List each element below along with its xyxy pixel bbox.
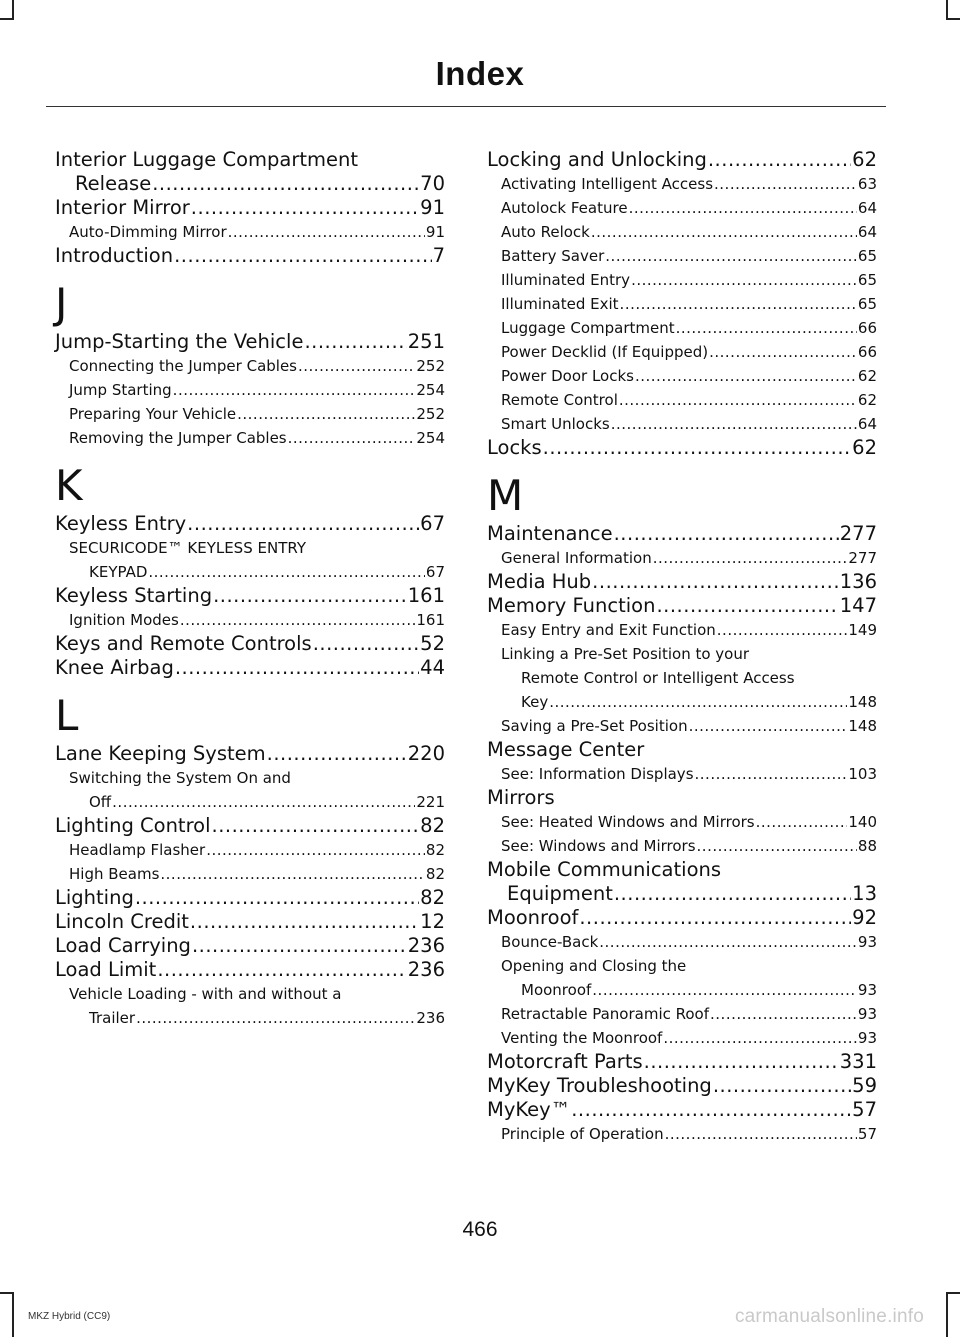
entry-label: Battery Saver	[501, 247, 605, 265]
entry-label: See: Heated Windows and Mirrors	[501, 813, 755, 831]
entry-page: 147	[839, 594, 877, 617]
dot-leader	[620, 292, 857, 316]
index-entry[interactable]	[487, 570, 877, 594]
dot-leader	[187, 512, 419, 536]
index-entry[interactable]	[487, 244, 877, 268]
entry-label: Activating Intelligent Access	[501, 175, 714, 193]
index-entry[interactable]	[487, 762, 877, 786]
dot-leader	[713, 1074, 851, 1098]
entry-label: Easy Entry and Exit Function	[501, 621, 716, 639]
footer-model: MKZ Hybrid (CC9)	[28, 1311, 111, 1322]
entry-label: Equipment	[507, 882, 613, 905]
entry-label: Lighting Control	[55, 814, 211, 837]
index-entry[interactable]	[487, 388, 877, 412]
entry-page: 13	[852, 882, 877, 905]
entry-label: Power Door Locks	[501, 367, 634, 385]
entry-label: Ignition Modes	[69, 611, 179, 629]
crop-mark	[12, 1292, 14, 1337]
entry-label: Trailer	[89, 1009, 136, 1027]
entry-page: 254	[416, 429, 445, 447]
crop-mark	[0, 18, 14, 20]
dot-leader	[619, 388, 857, 412]
entry-page: 277	[839, 522, 877, 545]
entry-page: 236	[416, 1009, 445, 1027]
index-entry[interactable]	[487, 810, 877, 834]
dot-leader	[631, 268, 857, 292]
index-column-right	[487, 148, 877, 1146]
entry-label-line: Interior Luggage Compartment	[55, 148, 359, 171]
section-letter: J	[55, 279, 68, 328]
entry-label: MyKey™	[487, 1098, 571, 1121]
dot-leader	[644, 1050, 839, 1074]
dot-leader	[112, 790, 415, 814]
dot-leader	[656, 594, 838, 618]
entry-page: 221	[416, 793, 445, 811]
index-entry[interactable]	[487, 882, 877, 906]
entry-label: Illuminated Exit	[501, 295, 619, 313]
dot-leader	[663, 1026, 857, 1050]
index-entry[interactable]	[487, 268, 877, 292]
entry-page: 82	[425, 865, 445, 883]
index-entry[interactable]	[487, 220, 877, 244]
entry-label: Jump-Starting the Vehicle	[55, 330, 304, 353]
entry-label: Interior Mirror	[55, 196, 190, 219]
entry-label: Saving a Pre-Set Position	[501, 717, 688, 735]
index-entry[interactable]	[55, 934, 445, 958]
entry-label: See: Windows and Mirrors	[501, 837, 696, 855]
dot-leader	[714, 172, 857, 196]
entry-label: Lincoln Credit	[55, 910, 189, 933]
dot-leader	[228, 220, 425, 244]
dot-leader	[717, 618, 848, 642]
entry-page: 62	[857, 367, 877, 385]
entry-label: Maintenance	[487, 522, 613, 545]
section-letter: L	[55, 691, 79, 740]
index-entry[interactable]	[69, 1006, 445, 1030]
entry-label-line: Linking a Pre-Set Position to your	[501, 645, 750, 663]
index-entry[interactable]	[55, 958, 445, 982]
entry-label: See: Information Displays	[501, 765, 694, 783]
dot-leader	[611, 412, 857, 436]
entry-label: General Information	[501, 549, 652, 567]
index-entry[interactable]	[55, 426, 445, 450]
crop-mark	[0, 1292, 14, 1294]
dot-leader	[665, 1122, 857, 1146]
dot-leader	[708, 148, 851, 172]
crop-mark	[946, 1292, 948, 1337]
entry-page: 62	[857, 391, 877, 409]
dot-leader	[676, 316, 857, 340]
entry-label: Autolock Feature	[501, 199, 628, 217]
index-entry[interactable]	[487, 930, 877, 954]
dot-leader	[653, 546, 848, 570]
dot-leader	[689, 714, 848, 738]
entry-page: 62	[852, 436, 877, 459]
index-entry[interactable]	[55, 220, 445, 244]
index-entry[interactable]	[487, 292, 877, 316]
entry-page: 252	[416, 357, 445, 375]
entry-label-line: Remote Control or Intelligent Access	[521, 669, 795, 687]
dot-leader	[614, 522, 839, 546]
index-heading: Message Center	[487, 738, 645, 761]
entry-page: 91	[425, 223, 445, 241]
entry-label: Motorcraft Parts	[487, 1050, 643, 1073]
entry-page: 251	[407, 330, 445, 353]
dot-leader	[614, 882, 851, 906]
entry-page: 161	[407, 584, 445, 607]
index-entry[interactable]	[55, 196, 445, 220]
dot-leader	[592, 570, 839, 594]
entry-page: 88	[857, 837, 877, 855]
dot-leader	[591, 220, 857, 244]
entry-label: Luggage Compartment	[501, 319, 675, 337]
dot-leader	[152, 172, 419, 196]
index-entry[interactable]	[501, 978, 877, 1002]
dot-leader	[191, 196, 419, 220]
index-entry[interactable]	[55, 886, 445, 910]
entry-page: 331	[839, 1050, 877, 1073]
dot-leader	[695, 762, 848, 786]
entry-label: Release	[75, 172, 152, 195]
entry-page: 7	[432, 244, 445, 267]
index-entry[interactable]	[487, 906, 877, 930]
index-entry[interactable]	[55, 512, 445, 536]
index-entry[interactable]	[487, 1074, 877, 1098]
index-entry[interactable]	[487, 1026, 877, 1050]
entry-label: Auto Relock	[501, 223, 590, 241]
entry-page: 236	[407, 958, 445, 981]
index-entry[interactable]	[501, 690, 877, 714]
index-entry[interactable]	[55, 862, 445, 886]
index-entry-wrapped[interactable]	[487, 642, 877, 714]
entry-page: 91	[420, 196, 445, 219]
index-entry[interactable]	[487, 594, 877, 618]
index-entry-wrapped[interactable]	[55, 148, 445, 196]
index-entry-wrapped[interactable]	[487, 954, 877, 1002]
entry-page: 82	[420, 814, 445, 837]
index-entry[interactable]	[487, 340, 877, 364]
entry-page: 92	[852, 906, 877, 929]
entry-page: 82	[425, 841, 445, 859]
entry-page: 93	[857, 1029, 877, 1047]
entry-label-line: Vehicle Loading - with and without a	[69, 985, 342, 1003]
entry-page: 64	[857, 223, 877, 241]
index-entry[interactable]	[487, 834, 877, 858]
index-entry[interactable]	[55, 402, 445, 426]
dot-leader	[710, 1002, 857, 1026]
entry-page: 136	[839, 570, 877, 593]
entry-page: 70	[420, 172, 445, 195]
index-entry[interactable]	[55, 330, 445, 354]
entry-page: 161	[416, 611, 445, 629]
entry-page: 220	[407, 742, 445, 765]
entry-label: Lane Keeping System	[55, 742, 266, 765]
index-entry-wrapped[interactable]	[55, 766, 445, 814]
entry-label-line: Mobile Communications	[487, 858, 722, 881]
section-letter: M	[487, 471, 524, 520]
entry-page: 65	[857, 247, 877, 265]
entry-label: Venting the Moonroof	[501, 1029, 663, 1047]
entry-page: 59	[852, 1074, 877, 1097]
dot-leader	[136, 1006, 415, 1030]
index-entry[interactable]	[487, 196, 877, 220]
header-divider	[46, 106, 886, 107]
dot-leader	[288, 426, 416, 450]
entry-page: 65	[857, 271, 877, 289]
entry-label: Headlamp Flasher	[69, 841, 206, 859]
entry-label: Auto-Dimming Mirror	[69, 223, 227, 241]
dot-leader	[605, 244, 857, 268]
entry-page: 140	[848, 813, 877, 831]
dot-leader	[592, 978, 857, 1002]
index-entry[interactable]	[55, 608, 445, 632]
entry-label: Keys and Remote Controls	[55, 632, 312, 655]
index-entry[interactable]	[55, 244, 445, 268]
index-entry-wrapped[interactable]	[55, 536, 445, 584]
entry-label: MyKey Troubleshooting	[487, 1074, 712, 1097]
entry-page: 149	[848, 621, 877, 639]
entry-page: 82	[420, 886, 445, 909]
entry-page: 52	[420, 632, 445, 655]
dot-leader	[135, 886, 419, 910]
entry-label: Knee Airbag	[55, 656, 174, 679]
entry-page: 93	[857, 981, 877, 999]
entry-label: Retractable Panoramic Roof	[501, 1005, 710, 1023]
dot-leader	[709, 340, 857, 364]
index-entry[interactable]	[55, 742, 445, 766]
entry-label: Locking and Unlocking	[487, 148, 707, 171]
dot-leader	[549, 690, 847, 714]
index-entry[interactable]	[487, 148, 877, 172]
dot-leader	[206, 838, 425, 862]
dot-leader	[160, 862, 425, 886]
entry-label-line: Switching the System On and	[69, 769, 291, 787]
entry-label: Lighting	[55, 886, 134, 909]
dot-leader	[190, 910, 419, 934]
page-number: 466	[462, 1218, 498, 1241]
entry-page: 148	[848, 693, 877, 711]
entry-page: 236	[407, 934, 445, 957]
index-entry[interactable]	[55, 354, 445, 378]
index-entry[interactable]	[487, 714, 877, 738]
entry-label: Locks	[487, 436, 542, 459]
index-entry-wrapped[interactable]	[55, 982, 445, 1030]
index-entry[interactable]	[55, 584, 445, 608]
dot-leader	[267, 742, 407, 766]
entry-label: Illuminated Entry	[501, 271, 631, 289]
dot-leader	[635, 364, 857, 388]
entry-page: 148	[848, 717, 877, 735]
index-entry[interactable]	[69, 560, 445, 584]
dot-leader	[629, 196, 857, 220]
entry-label: Keyless Starting	[55, 584, 213, 607]
dot-leader	[599, 930, 857, 954]
entry-page: 93	[857, 1005, 877, 1023]
index-entry[interactable]	[487, 412, 877, 436]
dot-leader	[304, 330, 406, 354]
crop-mark	[946, 0, 948, 20]
dot-leader	[697, 834, 857, 858]
dot-leader	[313, 632, 419, 656]
entry-page: 44	[420, 656, 445, 679]
index-entry[interactable]	[487, 618, 877, 642]
page-title: Index	[435, 55, 525, 92]
entry-label: Removing the Jumper Cables	[69, 429, 287, 447]
entry-label: Key	[521, 693, 549, 711]
entry-label: Bounce-Back	[501, 933, 599, 951]
dot-leader	[173, 378, 416, 402]
index-entry[interactable]	[55, 910, 445, 934]
index-entry[interactable]	[55, 838, 445, 862]
index-entry[interactable]	[55, 632, 445, 656]
dot-leader	[756, 810, 848, 834]
entry-label-line: Opening and Closing the	[501, 957, 687, 975]
dot-leader	[579, 906, 851, 930]
entry-label: Smart Unlocks	[501, 415, 610, 433]
entry-label: Memory Function	[487, 594, 656, 617]
entry-label: Introduction	[55, 244, 174, 267]
entry-label: High Beams	[69, 865, 160, 883]
index-entry[interactable]	[487, 1098, 877, 1122]
entry-page: 254	[416, 381, 445, 399]
dot-leader	[174, 244, 431, 268]
dot-leader	[192, 934, 407, 958]
index-heading: Mirrors	[487, 786, 555, 809]
index-entry[interactable]	[487, 522, 877, 546]
entry-label: Power Decklid (If Equipped)	[501, 343, 709, 361]
entry-label: Moonroof	[521, 981, 592, 999]
dot-leader	[237, 402, 415, 426]
entry-label: KEYPAD	[89, 563, 148, 581]
entry-page: 93	[857, 933, 877, 951]
entry-label: Keyless Entry	[55, 512, 187, 535]
entry-page: 67	[425, 563, 445, 581]
dot-leader	[213, 584, 407, 608]
entry-page: 252	[416, 405, 445, 423]
entry-label: Moonroof	[487, 906, 579, 929]
dot-leader	[298, 354, 415, 378]
dot-leader	[148, 560, 425, 584]
section-letter: K	[55, 461, 83, 510]
watermark: carmanualsonline.info	[734, 1306, 924, 1327]
entry-label-line: SECURICODE™ KEYLESS ENTRY	[69, 539, 306, 557]
entry-label: Principle of Operation	[501, 1125, 664, 1143]
entry-label: Media Hub	[487, 570, 592, 593]
index-entry[interactable]	[69, 790, 445, 814]
entry-label: Connecting the Jumper Cables	[69, 357, 297, 375]
entry-label: Off	[89, 793, 112, 811]
crop-mark	[12, 0, 14, 20]
index-entry[interactable]	[487, 316, 877, 340]
dot-leader	[543, 436, 852, 460]
index-entry[interactable]	[487, 172, 877, 196]
entry-page: 62	[852, 148, 877, 171]
entry-page: 103	[848, 765, 877, 783]
entry-page: 57	[852, 1098, 877, 1121]
entry-label: Preparing Your Vehicle	[69, 405, 237, 423]
index-entry[interactable]	[487, 1050, 877, 1074]
index-entry[interactable]	[55, 172, 445, 196]
entry-page: 66	[857, 343, 877, 361]
entry-page: 12	[420, 910, 445, 933]
entry-page: 65	[857, 295, 877, 313]
dot-leader	[175, 656, 419, 680]
crop-mark	[946, 18, 960, 20]
index-column-left	[55, 148, 445, 1030]
entry-label: Load Carrying	[55, 934, 191, 957]
dot-leader	[157, 958, 406, 982]
index-entry[interactable]	[55, 656, 445, 680]
entry-page: 67	[420, 512, 445, 535]
index-entry[interactable]	[55, 814, 445, 838]
index-entry[interactable]	[55, 378, 445, 402]
dot-leader	[571, 1098, 851, 1122]
entry-page: 64	[857, 199, 877, 217]
entry-page: 66	[857, 319, 877, 337]
entry-label: Load Limit	[55, 958, 157, 981]
index-entry[interactable]	[487, 364, 877, 388]
index-entry-wrapped[interactable]	[487, 858, 877, 906]
crop-mark	[946, 1292, 960, 1294]
index-entry[interactable]	[487, 436, 877, 460]
index-entry[interactable]	[487, 1122, 877, 1146]
dot-leader	[180, 608, 416, 632]
entry-page: 277	[848, 549, 877, 567]
dot-leader	[212, 814, 420, 838]
entry-page: 57	[857, 1125, 877, 1143]
index-entry[interactable]	[487, 1002, 877, 1026]
entry-page: 63	[857, 175, 877, 193]
index-entry[interactable]	[487, 546, 877, 570]
entry-label: Jump Starting	[69, 381, 172, 399]
entry-page: 64	[857, 415, 877, 433]
entry-label: Remote Control	[501, 391, 618, 409]
